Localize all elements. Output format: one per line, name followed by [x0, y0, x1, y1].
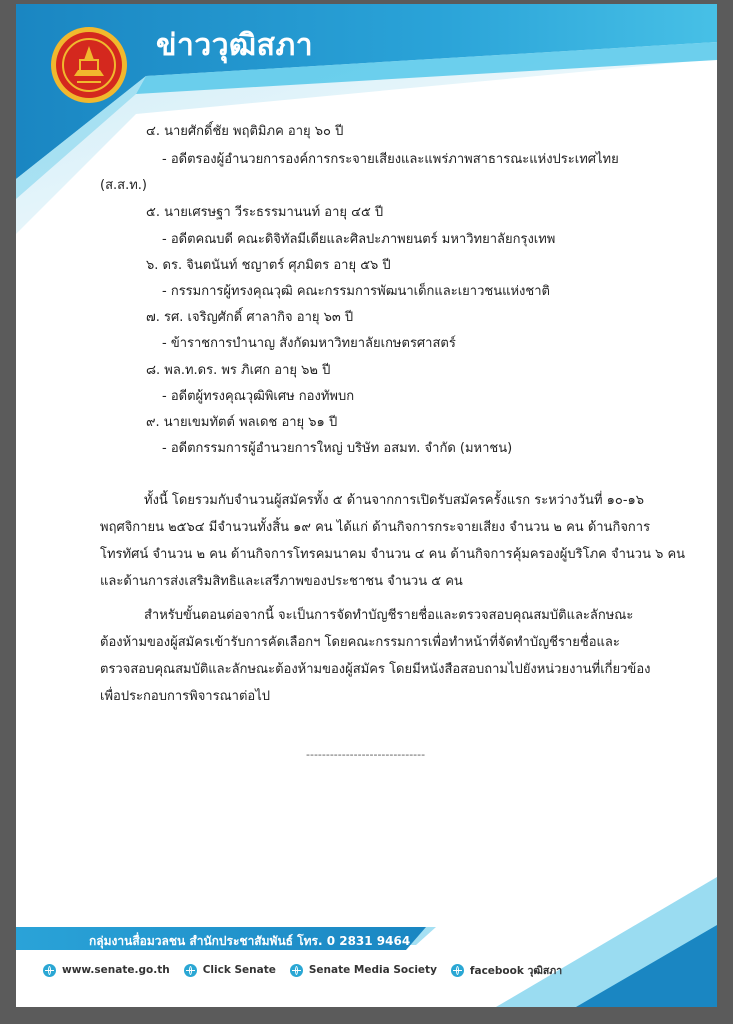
footer-link-label: Senate Media Society	[308, 964, 437, 976]
nominee-detail: - อดีตกรรมการผู้อำนวยการใหญ่ บริษัท อสมท. จำกัด (มหาชน)	[162, 441, 513, 456]
senate-seal-icon	[50, 26, 128, 104]
paragraph-line: ตรวจสอบคุณสมบัติและลักษณะต้องห้ามของผู้สมัคร โดยมีหนังสือสอบถามไปยังหน่วยงานที่เกี่ยวข้อง	[100, 662, 651, 677]
paragraph-line: โทรทัศน์ จำนวน ๒ คน ด้านกิจการโทรคมนาคม จำนวน ๔ คน ด้านกิจการคุ้มครองผู้บริโภค จำนวน ๖ คน	[100, 547, 686, 562]
nominee-name: ๘. พล.ท.ดร. พร ภิเศก อายุ ๖๒ ปี	[146, 363, 331, 378]
nominee-detail: - อดีตผู้ทรงคุณวุฒิพิเศษ กองทัพบก	[162, 389, 355, 404]
paragraph-line: ทั้งนี้ โดยรวมกับจำนวนผู้สมัครทั้ง ๕ ด้านจากการเปิดรับสมัครครั้งแรก ระหว่างวันที่ ๑๐-๑๖	[144, 493, 645, 508]
footer-link-label: Click Senate	[202, 964, 276, 976]
nominee-detail-cont: (ส.ส.ท.)	[100, 178, 147, 193]
nominee-detail: - อดีตรองผู้อำนวยการองค์การกระจายเสียงและแพร่ภาพสาธารณะแห่งประเทศไทย	[162, 152, 619, 167]
footer-link-click-senate[interactable]	[184, 964, 276, 977]
globe-icon	[290, 964, 303, 977]
paragraph-line: สำหรับขั้นตอนต่อจากนี้ จะเป็นการจัดทำบัญชีรายชื่อและตรวจสอบคุณสมบัติและลักษณะ	[144, 608, 634, 623]
footer-link-media-society[interactable]	[290, 964, 437, 977]
paragraph-line: และด้านการส่งเสริมสิทธิและเสรีภาพของประชาชน จำนวน ๕ คน	[100, 574, 463, 589]
footer-link-facebook[interactable]	[451, 962, 562, 979]
footer-link-label: www.senate.go.th	[62, 964, 170, 976]
nominee-detail: - อดีตคณบดี คณะดิจิทัลมีเดียและศิลปะภาพยนตร์ มหาวิทยาลัยกรุงเทพ	[162, 232, 556, 247]
header-title: ข่าววุฒิสภา	[156, 28, 314, 63]
nominee-name: ๗. รศ. เจริญศักดิ์ ศาลากิจ อายุ ๖๓ ปี	[146, 310, 354, 325]
paragraph-line: เพื่อประกอบการพิจารณาต่อไป	[100, 689, 270, 704]
footer-links	[43, 962, 576, 978]
globe-icon	[184, 964, 197, 977]
paragraph-line: ต้องห้ามของผู้สมัครเข้ารับการคัดเลือกฯ โดยคณะกรรมการเพื่อทำหน้าที่จัดทำบัญชีรายชื่อและ	[100, 635, 620, 650]
nominee-detail: - กรรมการผู้ทรงคุณวุฒิ คณะกรรมการพัฒนาเด็กและเยาวชนแห่งชาติ	[162, 284, 550, 299]
paragraph-line: พฤศจิกายน ๒๕๖๔ มีจำนวนทั้งสิ้น ๑๙ คน ได้แก่ ด้านกิจการกระจายเสียง จำนวน ๒ คน ด้านกิจการ	[100, 520, 651, 535]
nominee-detail: - ข้าราชการบำนาญ สังกัดมหาวิทยาลัยเกษตรศาสตร์	[162, 336, 456, 351]
footer-link-website[interactable]	[43, 964, 170, 977]
globe-icon	[451, 964, 464, 977]
document-page	[16, 4, 717, 1007]
nominee-name: ๖. ดร. จินตนันท์ ชญาตร์ ศุภมิตร อายุ ๕๖ ปี	[146, 258, 391, 273]
footer-office-info: กลุ่มงานสื่อมวลชน สำนักประชาสัมพันธ์ โทร. 0 2831 9464	[89, 934, 411, 948]
footer-link-label: facebook วุฒิสภา	[469, 964, 563, 977]
globe-icon	[43, 964, 56, 977]
nominee-name: ๙. นายเขมทัตต์ พลเดช อายุ ๖๑ ปี	[146, 415, 338, 430]
nominee-name: ๕. นายเศรษฐา วีระธรรมานนท์ อายุ ๔๕ ปี	[146, 205, 384, 220]
separator-line: ------------------------------	[306, 748, 426, 761]
nominee-name: ๔. นายศักดิ์ชัย พฤติมิภค อายุ ๖๐ ปี	[146, 124, 344, 139]
